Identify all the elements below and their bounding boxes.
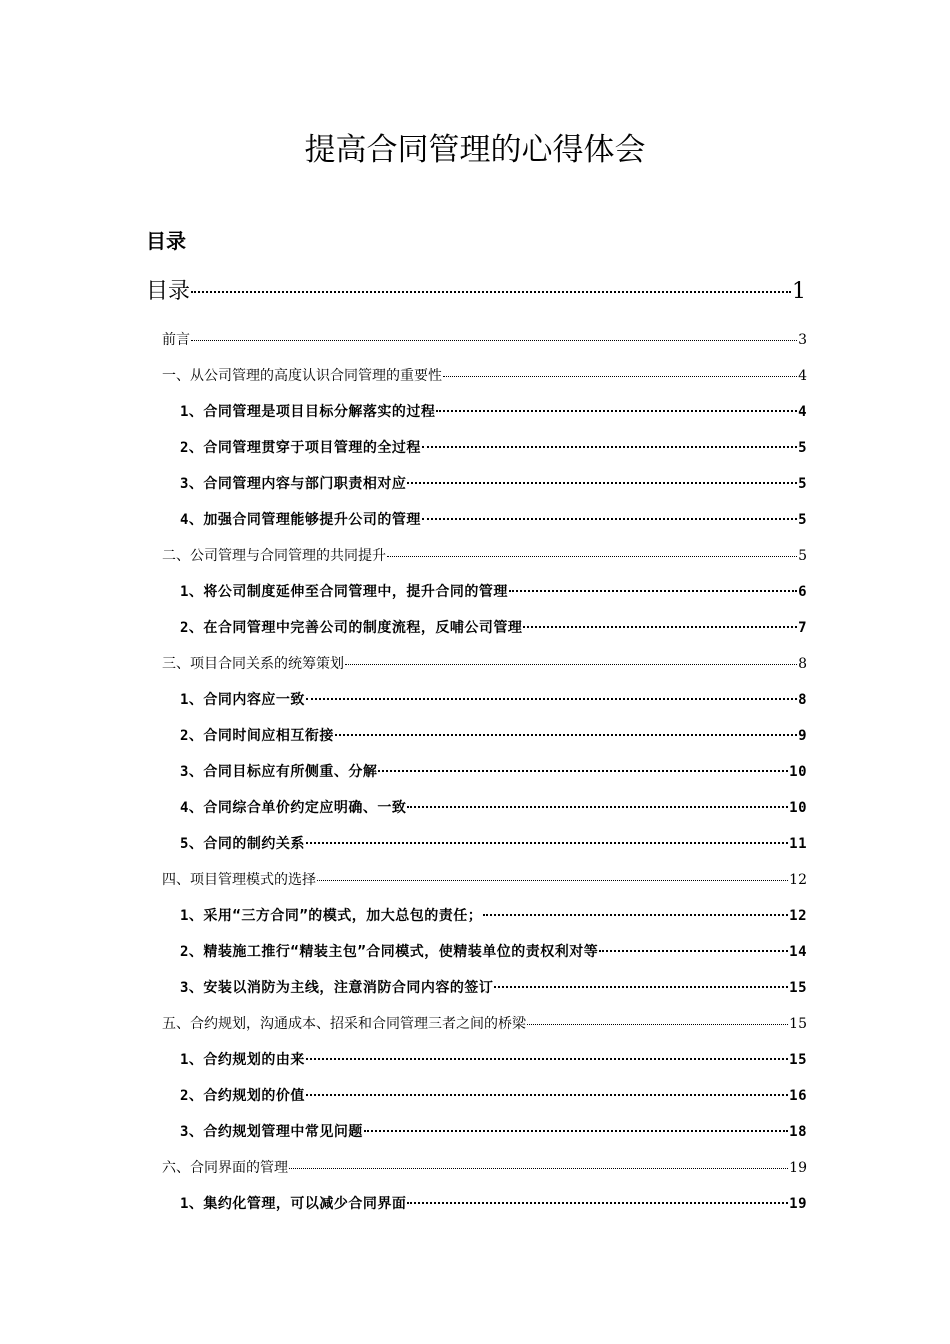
document-title: 提高合同管理的心得体会 [304, 132, 646, 168]
toc-entry-page: 9 [798, 728, 807, 744]
toc-entry-label: 目录 [146, 279, 191, 304]
toc-entry-page: 15 [789, 1016, 807, 1032]
dot-leader [289, 1168, 788, 1169]
toc-entry-page: 5 [798, 476, 807, 492]
dot-leader [422, 518, 797, 520]
toc-entry-page: 10 [789, 800, 807, 816]
toc-entry-label: 3、合约规划管理中常见问题 [180, 1124, 363, 1140]
toc-main-entry[interactable] [146, 275, 806, 309]
toc-entry-label: 2、合同管理贯穿于项目管理的全过程 [180, 440, 421, 456]
toc-entry-level2[interactable] [180, 582, 807, 602]
dot-leader [422, 446, 797, 448]
toc-entry-level2[interactable] [180, 726, 807, 746]
dot-leader [306, 1058, 788, 1060]
toc-entry-level2[interactable] [180, 942, 807, 962]
toc-entry-label: 前言 [162, 332, 190, 348]
toc-entry-page: 19 [789, 1160, 807, 1176]
toc-entry-level2[interactable] [180, 618, 807, 638]
toc-entry-page: 12 [789, 908, 807, 924]
toc-entry-label: 三、项目合同关系的统筹策划 [162, 656, 344, 672]
dot-leader [387, 556, 797, 557]
toc-entry-page: 19 [789, 1196, 807, 1212]
toc-entry-level1[interactable] [162, 366, 807, 386]
toc-entry-level2[interactable] [180, 1194, 807, 1214]
dot-leader [599, 950, 788, 952]
toc-entry-page: 5 [798, 512, 807, 528]
toc-entry-level2[interactable] [180, 978, 807, 998]
toc-entry-page: 16 [789, 1088, 807, 1104]
toc-heading: 目录 [146, 229, 186, 253]
toc-entry-label: 2、合同时间应相互衔接 [180, 728, 334, 744]
dot-leader [191, 291, 791, 293]
toc-entry-level1[interactable] [162, 870, 807, 890]
toc-entry-label: 2、精装施工推行“精装主包”合同模式，使精装单位的责权利对等 [180, 944, 599, 960]
toc-entry-level2[interactable] [180, 1122, 807, 1142]
toc-entry-page: 15 [789, 1052, 807, 1068]
toc-entry-label: 四、项目管理模式的选择 [162, 872, 316, 888]
toc-entry-page: 1 [792, 279, 806, 304]
toc-entry-level2[interactable] [180, 438, 807, 458]
dot-leader [364, 1130, 788, 1132]
dot-leader [317, 880, 788, 881]
toc-entry-page: 4 [798, 404, 807, 420]
toc-entry-label: 3、安装以消防为主线，注意消防合同内容的签订 [180, 980, 494, 996]
toc-entry-level2[interactable] [180, 402, 807, 422]
toc-entry-level2[interactable] [180, 474, 807, 494]
dot-leader [523, 626, 797, 628]
toc-entry-label: 1、合同内容应一致 [180, 692, 305, 708]
dot-leader [407, 1202, 788, 1204]
toc-entry-page: 5 [798, 440, 807, 456]
dot-leader [306, 1094, 788, 1096]
toc-entry-level2[interactable] [180, 762, 807, 782]
toc-entry-label: 2、在合同管理中完善公司的制度流程，反哺公司管理 [180, 620, 523, 636]
toc-entry-page: 15 [789, 980, 807, 996]
toc-entry-page: 7 [798, 620, 807, 636]
dot-leader [335, 734, 797, 736]
dot-leader [407, 806, 788, 808]
dot-leader [306, 698, 797, 700]
toc-entry-label: 3、合同目标应有所侧重、分解 [180, 764, 378, 780]
toc-entry-level2[interactable] [180, 690, 807, 710]
toc-entry-page: 3 [798, 332, 807, 348]
dot-leader [443, 376, 797, 377]
toc-entry-level2[interactable] [180, 1050, 807, 1070]
toc-entry-page: 12 [789, 872, 807, 888]
toc-entry-page: 6 [798, 584, 807, 600]
toc-entry-level2[interactable] [180, 1086, 807, 1106]
toc-entry-label: 1、采用“三方合同”的模式，加大总包的责任； [180, 908, 483, 924]
toc-entry-page: 18 [789, 1124, 807, 1140]
dot-leader [306, 842, 788, 844]
toc-entry-level2[interactable] [180, 510, 807, 530]
dot-leader [494, 986, 788, 988]
dot-leader [483, 914, 788, 916]
toc-entry-label: 1、集约化管理，可以减少合同界面 [180, 1196, 407, 1212]
dot-leader [407, 482, 797, 484]
toc-entry-page: 10 [789, 764, 807, 780]
dot-leader [527, 1024, 788, 1025]
toc-entry-label: 二、公司管理与合同管理的共同提升 [162, 548, 386, 564]
toc-entry-level2[interactable] [180, 906, 807, 926]
toc-entry-level2[interactable] [180, 834, 807, 854]
toc-entry-label: 2、合约规划的价值 [180, 1088, 305, 1104]
dot-leader [345, 664, 797, 665]
toc-entry-level1[interactable] [162, 330, 807, 350]
toc-entry-label: 3、合同管理内容与部门职责相对应 [180, 476, 407, 492]
toc-entry-label: 一、从公司管理的高度认识合同管理的重要性 [162, 368, 442, 384]
toc-entry-label: 1、将公司制度延伸至合同管理中，提升合同的管理 [180, 584, 508, 600]
toc-entry-page: 4 [798, 368, 807, 384]
toc-entry-level2[interactable] [180, 798, 807, 818]
toc-entry-page: 5 [798, 548, 807, 564]
toc-entry-level1[interactable] [162, 546, 807, 566]
toc-entry-label: 1、合约规划的由来 [180, 1052, 305, 1068]
dot-leader [509, 590, 797, 592]
toc-entry-label: 五、合约规划，沟通成本、招采和合同管理三者之间的桥梁 [162, 1016, 526, 1032]
toc-entry-page: 8 [798, 656, 807, 672]
toc-entry-label: 六、合同界面的管理 [162, 1160, 288, 1176]
toc-entry-label: 4、加强合同管理能够提升公司的管理 [180, 512, 421, 528]
dot-leader [378, 770, 788, 772]
toc-entry-page: 8 [798, 692, 807, 708]
toc-entry-label: 5、合同的制约关系 [180, 836, 305, 852]
toc-entry-page: 11 [789, 836, 807, 852]
toc-entry-label: 4、合同综合单价约定应明确、一致 [180, 800, 407, 816]
toc-entry-level1[interactable] [162, 1158, 807, 1178]
toc-entry-label: 1、合同管理是项目目标分解落实的过程 [180, 404, 436, 420]
toc-entry-level1[interactable] [162, 654, 807, 674]
toc-entry-page: 14 [789, 944, 807, 960]
dot-leader [436, 410, 797, 412]
dot-leader [191, 340, 797, 341]
toc-entry-level1[interactable] [162, 1014, 807, 1034]
